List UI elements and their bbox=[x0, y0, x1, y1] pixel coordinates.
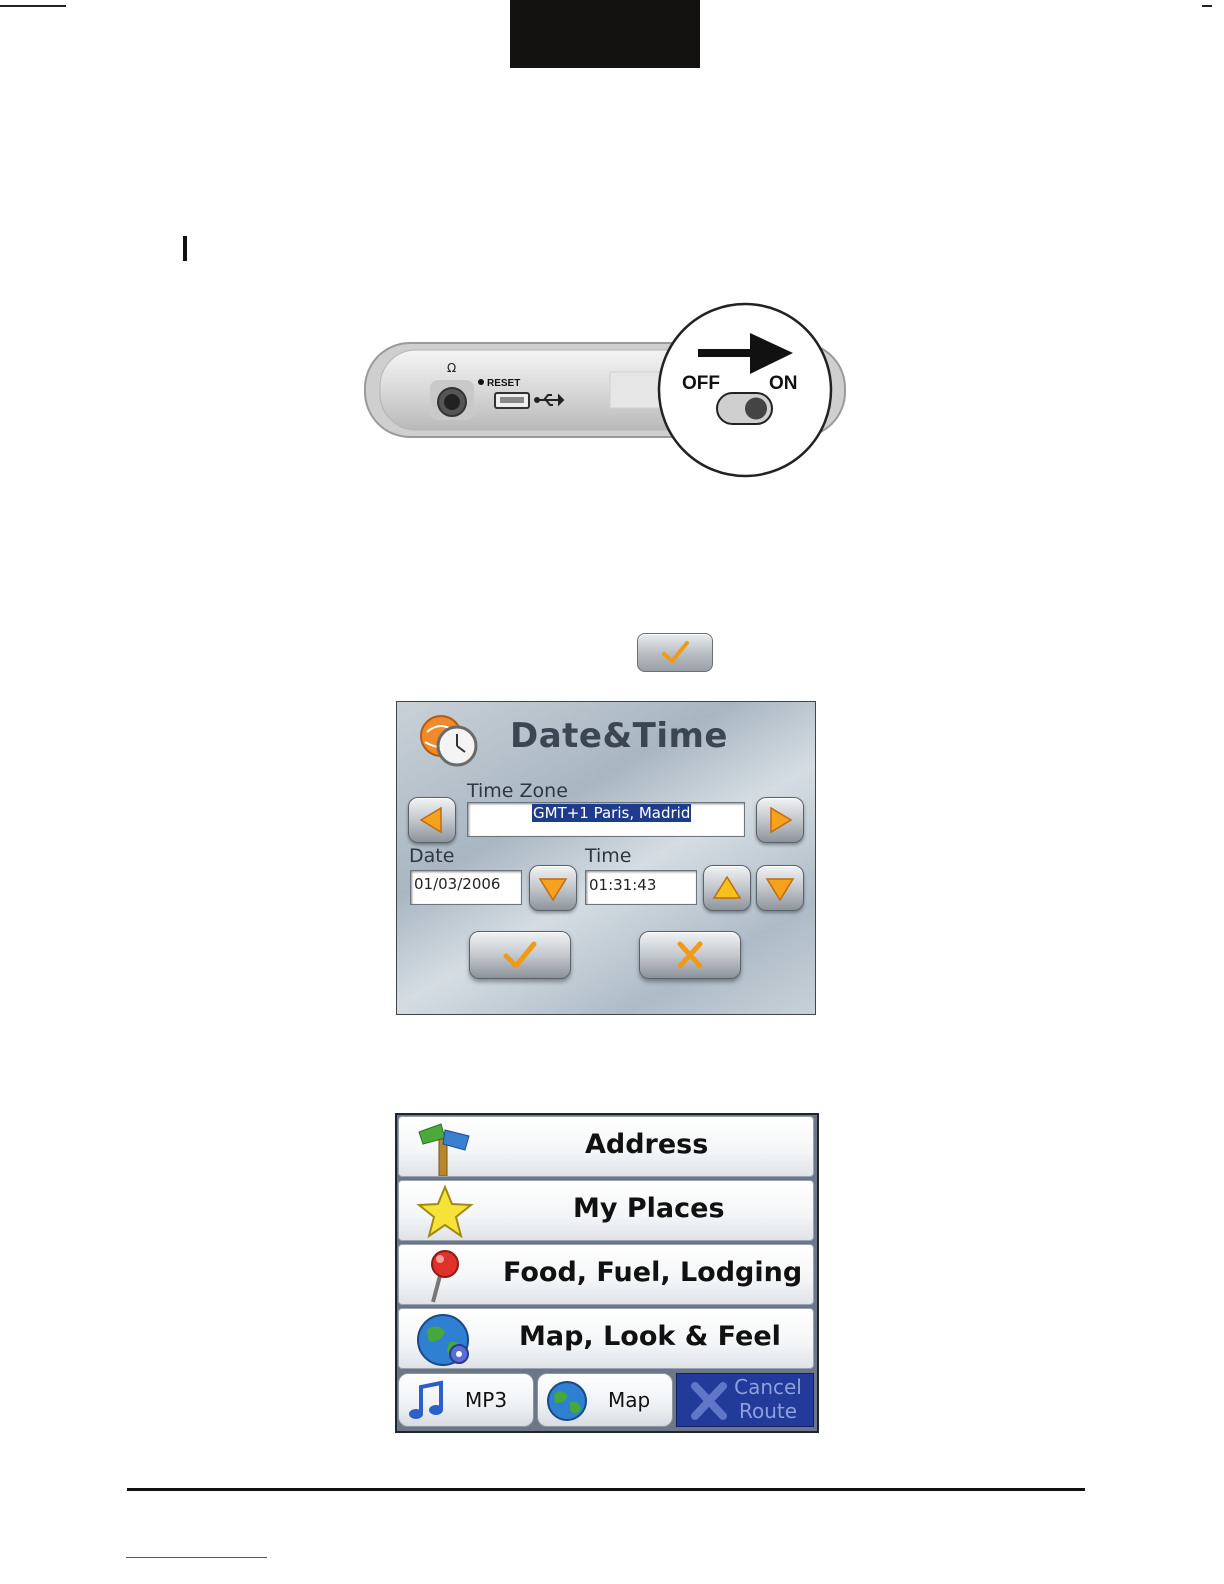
menu-item-my-places[interactable] bbox=[398, 1180, 814, 1241]
right-arrow-icon bbox=[757, 798, 803, 842]
power-switch-knob bbox=[745, 398, 767, 420]
down-arrow-icon bbox=[530, 866, 576, 910]
time-zone-prev-button[interactable] bbox=[408, 797, 456, 843]
time-zone-label: Time Zone bbox=[467, 780, 568, 802]
header-tab bbox=[510, 0, 700, 68]
date-label: Date bbox=[409, 845, 455, 867]
time-down-button[interactable] bbox=[756, 865, 804, 911]
close-icon bbox=[640, 932, 740, 978]
time-zone-next-button[interactable] bbox=[756, 797, 804, 843]
down-arrow-icon bbox=[757, 866, 803, 910]
switch-on-label: ON bbox=[769, 373, 798, 394]
cancel-route-line2: Route bbox=[738, 1399, 798, 1423]
top-left-rule bbox=[0, 5, 66, 7]
checkmark-icon bbox=[470, 932, 570, 978]
signpost-icon bbox=[415, 1120, 475, 1176]
checkmark-icon bbox=[638, 634, 712, 671]
left-arrow-icon bbox=[409, 798, 455, 842]
globe-icon bbox=[546, 1380, 588, 1422]
change-bar bbox=[183, 236, 187, 261]
menu-item-label: Food, Fuel, Lodging bbox=[503, 1257, 803, 1288]
cancel-route-line1: Cancel bbox=[734, 1375, 802, 1399]
date-time-screen bbox=[396, 701, 816, 1015]
date-down-button[interactable] bbox=[529, 865, 577, 911]
menu-item-label: Map, Look & Feel bbox=[519, 1321, 781, 1352]
globe-gear-icon bbox=[415, 1312, 475, 1368]
menu-item-label: My Places bbox=[573, 1193, 725, 1224]
headphone-icon: Ω bbox=[447, 361, 457, 375]
time-zone-field[interactable] bbox=[467, 802, 745, 837]
star-icon bbox=[415, 1184, 475, 1240]
map-button[interactable] bbox=[537, 1373, 673, 1427]
menu-item-map-look-feel[interactable] bbox=[398, 1308, 814, 1369]
reset-hole bbox=[478, 379, 484, 385]
cancel-button[interactable] bbox=[639, 931, 741, 979]
menu-item-address[interactable] bbox=[398, 1116, 814, 1177]
map-label: Map bbox=[608, 1388, 651, 1412]
footer-link-underline bbox=[126, 1557, 267, 1558]
ok-button[interactable] bbox=[469, 931, 571, 979]
cancel-route-label bbox=[733, 1375, 803, 1423]
time-field[interactable]: 01:31:43 bbox=[585, 870, 697, 905]
mp3-label: MP3 bbox=[465, 1388, 508, 1412]
menu-item-food-fuel-lodging[interactable] bbox=[398, 1244, 814, 1305]
top-right-rule bbox=[1202, 5, 1212, 7]
confirm-button-illustration bbox=[637, 633, 713, 672]
switch-off-label: OFF bbox=[682, 373, 720, 394]
pushpin-icon bbox=[415, 1248, 475, 1304]
footer-rule bbox=[127, 1488, 1085, 1491]
date-field[interactable]: 01/03/2006 bbox=[410, 870, 522, 905]
page-title: Date&Time bbox=[510, 716, 728, 756]
clock-globe-icon bbox=[417, 712, 481, 770]
cancel-route-button[interactable] bbox=[676, 1373, 814, 1427]
device-side-illustration bbox=[360, 300, 860, 485]
close-icon bbox=[687, 1380, 731, 1422]
reset-label: RESET bbox=[487, 378, 521, 389]
device-svg bbox=[360, 300, 860, 485]
music-note-icon bbox=[407, 1379, 447, 1423]
destination-menu-screen bbox=[395, 1113, 819, 1433]
time-up-button[interactable] bbox=[703, 865, 751, 911]
time-label: Time bbox=[585, 845, 632, 867]
up-arrow-icon bbox=[704, 866, 750, 910]
menu-item-label: Address bbox=[585, 1129, 709, 1160]
time-zone-value: GMT+1 Paris, Madrid bbox=[533, 804, 691, 822]
mp3-button[interactable] bbox=[398, 1373, 534, 1427]
